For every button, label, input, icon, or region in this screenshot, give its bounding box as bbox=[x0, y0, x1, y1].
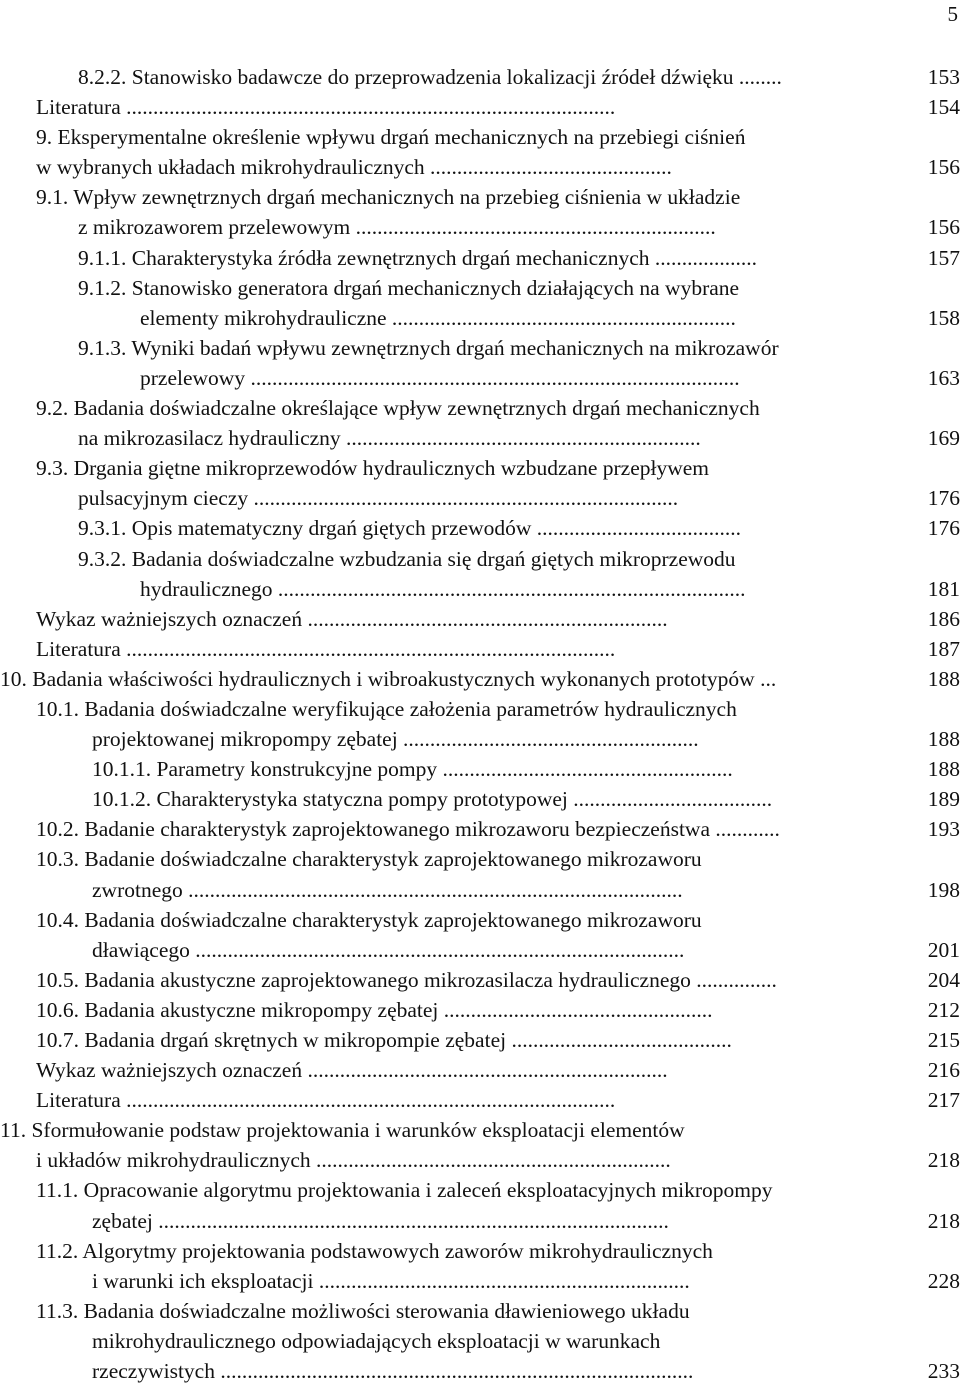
toc-entry-text: na mikrozasilacz hydrauliczny .................................................................. bbox=[78, 426, 701, 451]
toc-entry bbox=[0, 393, 960, 423]
toc-entry-text: rzeczywistych ........................................................................................ bbox=[92, 1359, 694, 1384]
toc-page-number: 218 bbox=[906, 1206, 960, 1236]
toc-entry-text: 10.1.1. Parametry konstrukcyjne pompy ...................................................... bbox=[92, 757, 733, 782]
toc-page-number: 189 bbox=[906, 784, 960, 814]
toc-entry bbox=[0, 544, 960, 574]
toc-entry-text: 10.4. Badania doświadczalne charakterystyk zaprojektowanego mikrozaworu bbox=[36, 907, 702, 932]
toc-page-number: 186 bbox=[906, 604, 960, 634]
toc-page-number: 188 bbox=[906, 754, 960, 784]
toc-entry-text: Wykaz ważniejszych oznaczeń ................................................................... bbox=[36, 1058, 668, 1083]
toc-page-number: 156 bbox=[906, 212, 960, 242]
toc-entry-text: 10.5. Badania akustyczne zaprojektowanego mikrozasilacza hydraulicznego ............... bbox=[36, 967, 777, 992]
toc-entry bbox=[0, 724, 960, 754]
toc-entry bbox=[0, 784, 960, 814]
toc-page-number: 176 bbox=[906, 513, 960, 543]
toc-entry-text: 9.2. Badania doświadczalne określające wpływ zewnętrznych drgań mechanicznych bbox=[36, 396, 760, 421]
toc-entry-text: 10.2. Badanie charakterystyk zaprojektowanego mikrozaworu bezpieczeństwa ............ bbox=[36, 817, 780, 842]
toc-page-number: 204 bbox=[906, 965, 960, 995]
toc-entry bbox=[0, 1115, 960, 1145]
toc-page-number: 201 bbox=[906, 935, 960, 965]
toc-entry-text: 11.1. Opracowanie algorytmu projektowania i zaleceń eksploatacyjnych mikropompy bbox=[36, 1178, 773, 1203]
toc-entry bbox=[0, 634, 960, 664]
toc-entry bbox=[0, 1085, 960, 1115]
toc-entry bbox=[0, 965, 960, 995]
toc-entry bbox=[0, 875, 960, 905]
toc-entry bbox=[0, 122, 960, 152]
toc-entry bbox=[0, 92, 960, 122]
toc-entry-text: 9.1.1. Charakterystyka źródła zewnętrznych drgań mechanicznych ................... bbox=[78, 245, 758, 270]
toc-entry-text: 10.1. Badania doświadczalne weryfikujące założenia parametrów hydraulicznych bbox=[36, 696, 737, 721]
toc-entry-text: 8.2.2. Stanowisko badawcze do przeprowadzenia lokalizacji źródeł dźwięku ........ bbox=[78, 65, 782, 89]
toc-entry bbox=[0, 273, 960, 303]
toc-entry-text: 9.3.2. Badania doświadczalne wzbudzania się drgań giętych mikroprzewodu bbox=[78, 546, 736, 571]
toc-entry-text: 9.1.3. Wyniki badań wpływu zewnętrznych drgań mechanicznych na mikrozawór bbox=[78, 335, 779, 360]
toc-entry bbox=[0, 1356, 960, 1386]
toc-entry bbox=[0, 604, 960, 634]
toc-entry bbox=[0, 905, 960, 935]
toc-page-number: 215 bbox=[906, 1025, 960, 1055]
toc-entry bbox=[0, 152, 960, 182]
toc-page-number: 156 bbox=[906, 152, 960, 182]
toc-entry-text: 11. Sformułowanie podstaw projektowania i warunków eksploatacji elementów bbox=[0, 1118, 685, 1143]
toc-entry bbox=[0, 423, 960, 453]
toc-entry-text: 10. Badania właściwości hydraulicznych i wibroakustycznych wykonanych prototypów ... bbox=[0, 666, 777, 691]
toc-entry-text: dławiącego ........................................................................................... bbox=[92, 937, 685, 962]
toc-entry bbox=[0, 754, 960, 784]
toc-entry-text: 9.3.1. Opis matematyczny drgań giętych przewodów ...................................... bbox=[78, 516, 741, 541]
toc-entry bbox=[0, 694, 960, 724]
toc-entry-text: zwrotnego ............................................................................................ bbox=[92, 877, 683, 902]
toc-page-number: 176 bbox=[906, 483, 960, 513]
toc-entry-text: 9.1.2. Stanowisko generatora drgań mechanicznych działających na wybrane bbox=[78, 275, 740, 300]
toc-entry-text: mikrohydraulicznego odpowiadających eksploatacji w warunkach bbox=[92, 1328, 661, 1353]
toc-entry bbox=[0, 1326, 960, 1356]
toc-entry-text: elementy mikrohydrauliczne ................................................................ bbox=[140, 305, 736, 330]
toc-entry bbox=[0, 303, 960, 333]
toc-page-number: 212 bbox=[906, 995, 960, 1025]
toc-entry bbox=[0, 483, 960, 513]
toc-entry-text: 11.3. Badania doświadczalne możliwości sterowania dławieniowego układu bbox=[36, 1298, 690, 1323]
toc-entry-text: 10.6. Badania akustyczne mikropompy zębatej .................................................. bbox=[36, 997, 713, 1022]
toc-entry-text: i układów mikrohydraulicznych .................................................................. bbox=[36, 1148, 671, 1173]
toc-entry-text: 10.1.2. Charakterystyka statyczna pompy prototypowej ..................................... bbox=[92, 787, 773, 812]
toc-entry-text: 9.1. Wpływ zewnętrznych drgań mechanicznych na przebieg ciśnienia w układzie bbox=[36, 185, 741, 210]
toc-entry bbox=[0, 995, 960, 1025]
toc-page-number: 188 bbox=[906, 664, 960, 694]
toc-entry-text: 10.3. Badanie doświadczalne charakterystyk zaprojektowanego mikrozaworu bbox=[36, 847, 702, 872]
toc-page-number: 218 bbox=[906, 1145, 960, 1175]
toc-entry bbox=[0, 333, 960, 363]
toc-page-number: 169 bbox=[906, 423, 960, 453]
toc-entry-text: z mikrozaworem przelewowym ................................................................... bbox=[78, 215, 716, 240]
toc-entry bbox=[0, 212, 960, 242]
toc-page-number: 198 bbox=[906, 875, 960, 905]
toc-entry bbox=[0, 363, 960, 393]
toc-entry bbox=[0, 243, 960, 273]
toc-entry bbox=[0, 182, 960, 212]
toc-entry-text: w wybranych układach mikrohydraulicznych ............................................. bbox=[36, 155, 672, 180]
toc-entry-text: 10.7. Badania drgań skrętnych w mikropompie zębatej ......................................... bbox=[36, 1028, 732, 1052]
toc-entry-text: zębatej ............................................................................................... bbox=[92, 1208, 669, 1233]
toc-page-number: 188 bbox=[906, 724, 960, 754]
toc-entry bbox=[0, 513, 960, 543]
toc-entry bbox=[0, 1206, 960, 1236]
toc-entry bbox=[0, 453, 960, 483]
page-number: 5 bbox=[947, 2, 958, 26]
toc-entry bbox=[0, 1025, 960, 1055]
toc-entry-text: Literatura ........................................................................................... bbox=[36, 636, 616, 661]
toc-page-number: 163 bbox=[906, 363, 960, 393]
toc-entry-text: Wykaz ważniejszych oznaczeń ................................................................... bbox=[36, 606, 668, 631]
toc-entry bbox=[0, 1145, 960, 1175]
toc-entry-text: 9. Eksperymentalne określenie wpływu drgań mechanicznych na przebiegi ciśnień bbox=[36, 125, 746, 150]
toc-page-number: 228 bbox=[906, 1266, 960, 1296]
toc-page-number: 216 bbox=[906, 1055, 960, 1085]
toc-page-number: 181 bbox=[906, 574, 960, 604]
toc-entry bbox=[0, 1296, 960, 1326]
toc-entry-text: przelewowy ........................................................................................... bbox=[140, 365, 740, 390]
toc-page-number: 233 bbox=[906, 1356, 960, 1386]
toc-page-number: 217 bbox=[906, 1085, 960, 1115]
toc-entry bbox=[0, 844, 960, 874]
toc-page-number: 157 bbox=[906, 243, 960, 273]
toc-entry-text: 11.2. Algorytmy projektowania podstawowych zaworów mikrohydraulicznych bbox=[36, 1238, 713, 1263]
toc-entry bbox=[0, 935, 960, 965]
toc-entry-text: projektowanej mikropompy zębatej ....................................................... bbox=[92, 727, 699, 752]
toc-entry bbox=[0, 814, 960, 844]
toc-entry bbox=[0, 62, 960, 92]
toc-page-number: 193 bbox=[906, 814, 960, 844]
toc-page-number: 158 bbox=[906, 303, 960, 333]
toc-entry-text: i warunki ich eksploatacji ..................................................................... bbox=[92, 1268, 690, 1293]
toc-page-number: 153 bbox=[906, 62, 960, 92]
table-of-contents bbox=[0, 62, 960, 1386]
toc-entry-text: hydraulicznego ....................................................................................... bbox=[140, 576, 746, 601]
toc-entry-text: Literatura ........................................................................................... bbox=[36, 95, 616, 120]
toc-entry bbox=[0, 1055, 960, 1085]
toc-entry bbox=[0, 664, 960, 694]
toc-entry-text: 9.3. Drgania giętne mikroprzewodów hydraulicznych wzbudzane przepływem bbox=[36, 456, 710, 481]
toc-entry-text: Literatura ........................................................................................... bbox=[36, 1088, 616, 1113]
toc-entry bbox=[0, 1236, 960, 1266]
toc-page-number: 154 bbox=[906, 92, 960, 122]
toc-entry bbox=[0, 1266, 960, 1296]
toc-entry bbox=[0, 574, 960, 604]
toc-entry-text: pulsacyjnym cieczy ............................................................................... bbox=[78, 486, 679, 511]
toc-page-number: 187 bbox=[906, 634, 960, 664]
toc-entry bbox=[0, 1175, 960, 1205]
